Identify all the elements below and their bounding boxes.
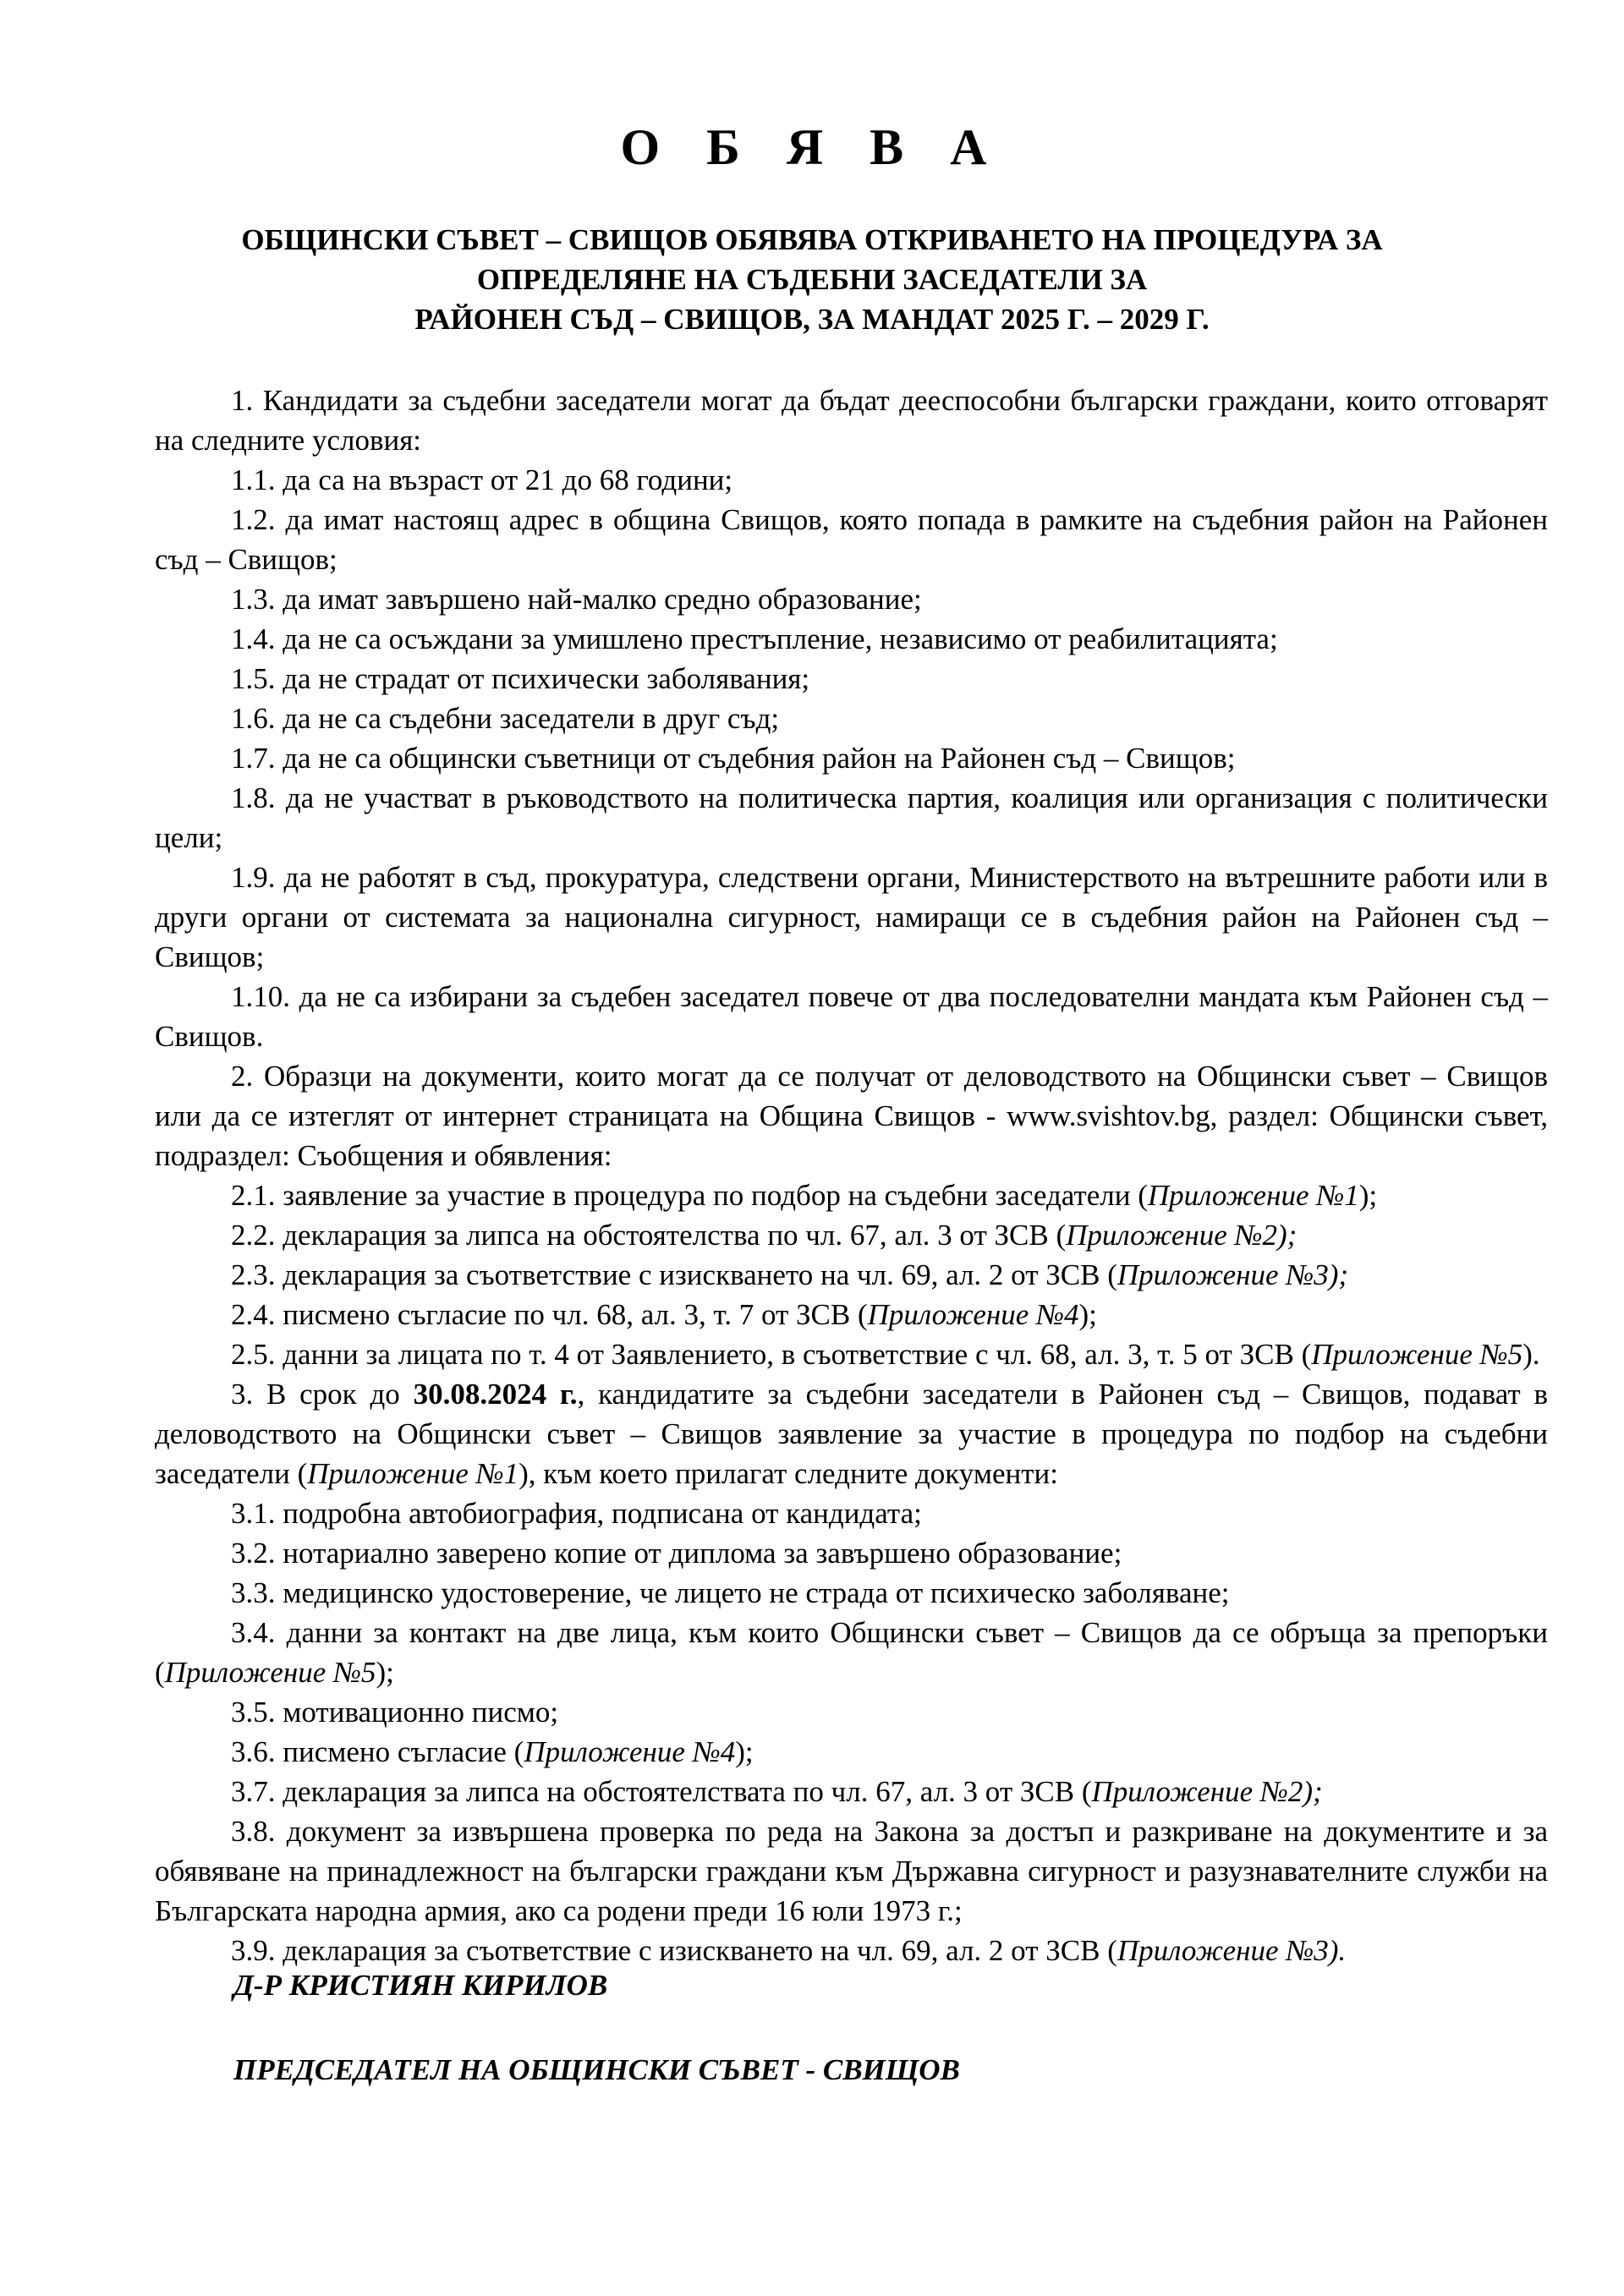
paragraph-3-7 — [155, 1772, 1548, 1811]
paragraph-1: 1. Кандидати за съдебни заседатели могат да бъдат дееспособни български граждани, които отговарят на следните условия: — [155, 384, 1548, 457]
paragraph-text: 2.4. писмено съгласие по чл. 68, ал. 3, т. 7 от ЗСВ ( — [231, 1298, 868, 1331]
paragraph-tail: ); — [1358, 1179, 1378, 1212]
paragraph-2-2 — [155, 1215, 1548, 1255]
paragraph-1-7: 1.7. да не са общински съветници от съдебния район на Районен съд – Свищов; — [231, 742, 1236, 775]
annex-reference: Приложение №3); — [1116, 1258, 1349, 1291]
paragraph-tail: ); — [376, 1656, 394, 1689]
paragraph-3 — [155, 1374, 1548, 1493]
paragraph-tail: ); — [1078, 1298, 1097, 1331]
annex-reference: Приложение №4 — [867, 1298, 1079, 1331]
paragraph-3-2: 3.2. нотариално заверено копие от диплома за завършено образование; — [231, 1537, 1122, 1570]
paragraph-1-1: 1.1. да са на възраст от 21 до 68 години; — [231, 463, 733, 496]
paragraph-text: 3.7. декларация за липса на обстоятелствата по чл. 67, ал. 3 от ЗСВ ( — [231, 1775, 1092, 1808]
paragraph-2-5 — [155, 1334, 1548, 1374]
document-body — [155, 381, 1548, 1970]
signatory-name: Д-Р КРИСТИЯН КИРИЛОВ — [233, 1969, 608, 2002]
paragraph-1-3: 1.3. да имат завършено най-малко средно образование; — [231, 583, 922, 616]
paragraph-tail: ), към което прилагат следните документи: — [518, 1457, 1059, 1490]
paragraph-2-1 — [155, 1175, 1548, 1215]
paragraph-tail: ). — [1522, 1338, 1540, 1371]
paragraph-1-9: 1.9. да не работят в съд, прокуратура, следствени органи, Министерството на вътрешните работи или в други органи от системата за национална сигурност, намиращи се в съдебния район на Районен съд – Свищов; — [155, 861, 1548, 973]
paragraph-text: 3.9. декларация за съответствие с изискването на чл. 69, ал. 2 от ЗСВ ( — [231, 1934, 1117, 1967]
signatory-position: ПРЕДСЕДАТЕЛ НА ОБЩИНСКИ СЪВЕТ - СВИЩОВ — [233, 2053, 960, 2086]
annex-reference: Приложение №3). — [1116, 1934, 1347, 1967]
paragraph-3-5: 3.5. мотивационно писмо; — [231, 1696, 559, 1729]
paragraph-1-10: 1.10. да не са избирани за съдебен заседател повече от два последователни мандата към Районен съд – Свищов. — [155, 980, 1548, 1053]
paragraph-1-8: 1.8. да не участват в ръководството на политическа партия, коалиция или организация с политически цели; — [155, 781, 1548, 854]
paragraph-3-3: 3.3. медицинско удостоверение, че лицето не страда от психическо заболяване; — [231, 1576, 1230, 1609]
paragraph-3-1: 3.1. подробна автобиография, подписана от кандидата; — [231, 1497, 922, 1530]
paragraph-2-3 — [155, 1255, 1548, 1295]
document-title: О Б Я В А — [620, 119, 1004, 175]
paragraph-text: 2.3. декларация за съответствие с изискването на чл. 69, ал. 2 от ЗСВ ( — [231, 1258, 1117, 1291]
annex-reference: Приложение №2); — [1091, 1775, 1323, 1808]
annex-reference: Приложение №5 — [164, 1656, 376, 1689]
subtitle-line-3: РАЙОНЕН СЪД – СВИЩОВ, ЗА МАНДАТ 2025 Г. – 2029 Г. — [414, 303, 1210, 336]
paragraph-1-2: 1.2. да имат настоящ адрес в община Свищов, която попада в рамките на съдебния район на Районен съд – Свищов; — [155, 503, 1548, 576]
paragraph-3-6 — [155, 1732, 1548, 1772]
paragraph-text: 3.6. писмено съгласие ( — [231, 1735, 524, 1768]
paragraph-text: , кандидатите за съдебни заседатели в Районен съд – Свищов, подават в деловодството на Общински съвет – Свищов заявление за участие в процедура по подбор на съдебни заседатели ( — [155, 1378, 1548, 1490]
subtitle-line-1: ОБЩИНСКИ СЪВЕТ – СВИЩОВ ОБЯВЯВА ОТКРИВАНЕТО НА ПРОЦЕДУРА ЗА — [241, 223, 1383, 256]
paragraph-3-8: 3.8. документ за извършена проверка по реда на Закона за достъп и разкриване на документите и за обявяване на принадлежност на български граждани към Държавна сигурност и разузнавателните служби на Българската народна армия, ако са родени преди 16 юли 1973 г.; — [155, 1815, 1548, 1927]
deadline-date: 30.08.2024 г. — [413, 1378, 578, 1411]
paragraph-1-6: 1.6. да не са съдебни заседатели в друг съд; — [231, 702, 780, 735]
paragraph-2: 2. Образци на документи, които могат да се получат от деловодството на Общински съвет – Свищов или да се изтеглят от интернет страницата на Община Свищов - www.svishtov.bg, раздел: Общински съвет, подраздел: Съобщения и обявления: — [155, 1060, 1548, 1172]
document-subtitle — [152, 220, 1472, 339]
annex-reference: Приложение №1 — [1147, 1179, 1359, 1212]
paragraph-1-5: 1.5. да не страдат от психически заболявания; — [231, 662, 810, 695]
annex-reference: Приложение №5 — [1311, 1338, 1523, 1371]
paragraph-text: 3. В срок до — [231, 1378, 414, 1411]
paragraph-3-9 — [155, 1931, 1548, 1970]
paragraph-text: 3.4. данни за контакт на две лица, към които Общински съвет – Свищов да се обръща за препоръки ( — [155, 1616, 1548, 1689]
paragraph-text: 2.2. декларация за липса на обстоятелства по чл. 67, ал. 3 от ЗСВ ( — [231, 1219, 1067, 1252]
paragraph-tail: ); — [735, 1735, 754, 1768]
paragraph-text: 2.5. данни за лицата по т. 4 от Заявлението, в съответствие с чл. 68, ал. 3, т. 5 от ЗСВ ( — [231, 1338, 1312, 1371]
annex-reference: Приложение №4 — [524, 1735, 736, 1768]
paragraph-2-4 — [155, 1295, 1548, 1334]
paragraph-text: 2.1. заявление за участие в процедура по подбор на съдебни заседатели ( — [231, 1179, 1148, 1212]
paragraph-1-4: 1.4. да не са осъждани за умишлено престъпление, независимо от реабилитацията; — [231, 622, 1278, 655]
annex-reference: Приложение №1 — [307, 1457, 519, 1490]
subtitle-line-2: ОПРЕДЕЛЯНЕ НА СЪДЕБНИ ЗАСЕДАТЕЛИ ЗА — [476, 263, 1148, 296]
paragraph-3-4 — [155, 1613, 1548, 1692]
annex-reference: Приложение №2); — [1066, 1219, 1298, 1252]
